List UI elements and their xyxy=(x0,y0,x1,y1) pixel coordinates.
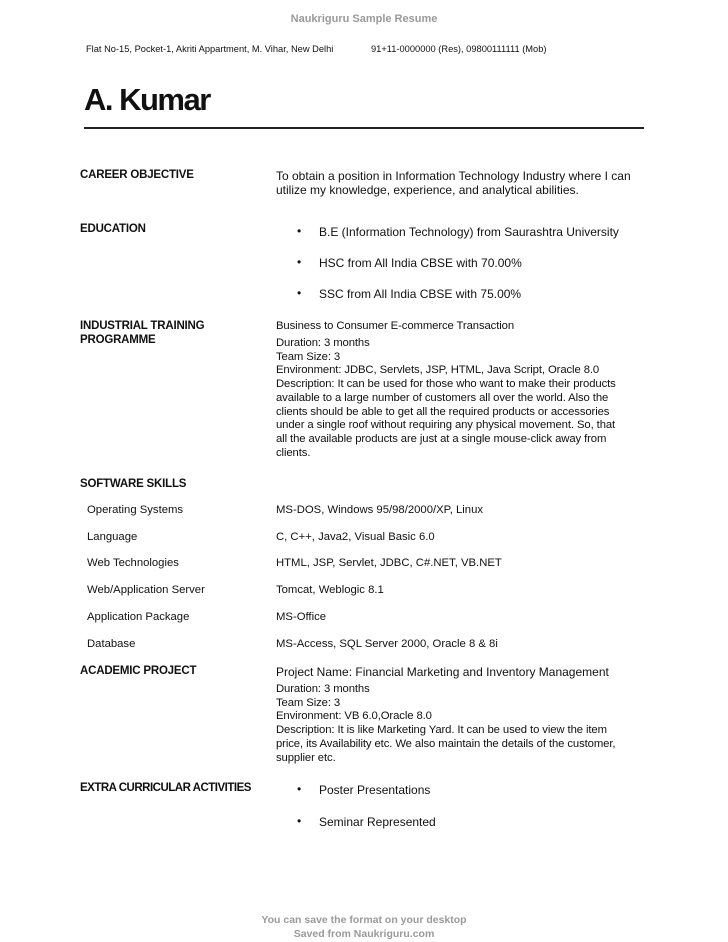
extra-item: Seminar Represented xyxy=(319,815,436,829)
skill-name: Web Technologies xyxy=(87,557,179,569)
academic-details xyxy=(276,683,615,765)
text-line: Environment: VB 6.0,Oracle 8.0 xyxy=(276,710,432,723)
text-line: clients. xyxy=(276,446,311,459)
skill-value: HTML, JSP, Servlet, JDBC, C#.NET, VB.NET xyxy=(276,557,502,569)
label-line: INDUSTRIAL TRAINING xyxy=(80,320,205,332)
skill-name: Language xyxy=(87,531,138,543)
label-line: PROGRAMME xyxy=(80,334,156,346)
career-label: CAREER OBJECTIVE xyxy=(80,169,194,181)
skill-name: Web/Application Server xyxy=(87,584,205,596)
skill-value: Tomcat, Weblogic 8.1 xyxy=(276,584,384,596)
extra-label: EXTRA CURRICULAR ACTIVITIES xyxy=(80,782,251,794)
skill-name: Database xyxy=(87,638,136,650)
training-title: Business to Consumer E-commerce Transaction xyxy=(276,320,515,332)
academic-label: ACADEMIC PROJECT xyxy=(80,665,197,677)
phone: 91+11-0000000 (Res), 09800111111 (Mob) xyxy=(371,44,547,54)
skill-value: C, C++, Java2, Visual Basic 6.0 xyxy=(276,531,435,543)
text-line: available to a large number of customers all over the world. Also the xyxy=(276,391,609,404)
bullet-icon: • xyxy=(297,286,302,300)
bullet-icon: • xyxy=(297,782,302,796)
text-line: Description: It is like Marketing Yard. It can be used to view the item xyxy=(276,724,607,737)
skill-value: MS-Office xyxy=(276,611,327,623)
training-label xyxy=(80,319,204,347)
education-label: EDUCATION xyxy=(80,223,146,235)
text-line: Environment: JDBC, Servlets, JSP, HTML, Java Script, Oracle 8.0 xyxy=(276,364,600,377)
education-item: HSC from All India CBSE with 70.00% xyxy=(319,256,522,270)
bullet-icon: • xyxy=(297,814,302,828)
training-details xyxy=(276,337,616,460)
text-line: Team Size: 3 xyxy=(276,696,341,709)
text-line: supplier etc. xyxy=(276,751,336,764)
academic-title: Project Name: Financial Marketing and Inventory Management xyxy=(276,665,609,679)
footer-line-1: You can save the format on your desktop xyxy=(261,914,467,926)
bullet-icon: • xyxy=(297,224,302,238)
text-line: all the available products are just at a single mouse-click away from xyxy=(276,432,607,445)
education-item: B.E (Information Technology) from Saurashtra University xyxy=(319,225,619,239)
text-line: Description: It can be used for those who want to make their products xyxy=(276,378,616,391)
text-line: To obtain a position in Information Technology Industry where I can xyxy=(276,169,631,183)
text-line: Duration: 3 months xyxy=(276,337,370,349)
doc-header-title: Naukriguru Sample Resume xyxy=(290,13,438,25)
text-line: price, its Availability etc. We also maintain the details of the customer, xyxy=(276,737,616,750)
divider xyxy=(84,127,644,129)
skill-name: Operating Systems xyxy=(87,504,184,516)
skill-value: MS-DOS, Windows 95/98/2000/XP, Linux xyxy=(276,504,484,516)
bullet-icon: • xyxy=(297,255,302,269)
text-line: clients should be able to get all the required products or accessories xyxy=(276,405,610,418)
footer-line-2: Saved from Naukriguru.com xyxy=(293,928,435,940)
skill-name: Application Package xyxy=(87,611,190,623)
skills-label: SOFTWARE SKILLS xyxy=(80,478,187,490)
extra-item: Poster Presentations xyxy=(319,783,431,797)
address: Flat No-15, Pocket-1, Akriti Appartment, M. Vihar, New Delhi xyxy=(86,44,334,54)
text-line: Team Size: 3 xyxy=(276,350,341,363)
text-line: under a single roof without requiring any physical movement. So, that xyxy=(276,419,616,432)
text-line: utilize my knowledge, experience, and analytical abilities. xyxy=(276,183,579,197)
career-text xyxy=(276,169,631,197)
candidate-name: A. Kumar xyxy=(84,82,210,117)
education-item: SSC from All India CBSE with 75.00% xyxy=(319,287,522,301)
skill-value: MS-Access, SQL Server 2000, Oracle 8 & 8i xyxy=(276,638,498,650)
text-line: Duration: 3 months xyxy=(276,683,370,695)
